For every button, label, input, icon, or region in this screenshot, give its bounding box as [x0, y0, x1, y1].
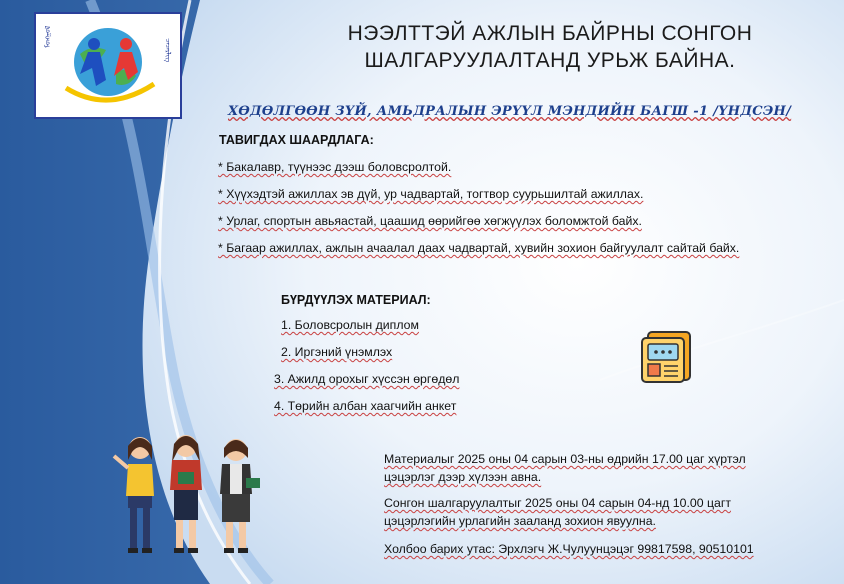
list-item: 1. Боловсролын диплом [281, 318, 419, 332]
announcement-headline [300, 20, 800, 74]
selection-line-2: цэцэрлэгийн урлагийн зааланд зохион явуулна. [384, 514, 656, 528]
logo-icon [36, 14, 180, 117]
deadline-paragraph [384, 450, 824, 486]
list-item: * Хүүхэдтэй ажиллах эв дүй, ур чадвартай, тогтвор суурьшилтай ажиллах. [218, 187, 644, 201]
svg-text:ᠮᠣᠩᠭᠣᠯ: ᠮᠣᠩᠭᠣᠯ [44, 25, 52, 48]
teacher-figure [170, 435, 202, 553]
contact-paragraph [384, 540, 824, 558]
requirements-list [218, 160, 739, 268]
teacher-figure [114, 437, 154, 553]
list-item: * Урлаг, спортын авьяастай, цаашид өөрийгөө хөгжүүлэх боломжтой байх. [218, 214, 642, 228]
contact-line: Холбоо барих утас: Эрхлэгч Ж.Чулуунцэцэг 99817598, 90510101 [384, 542, 754, 556]
list-item: 2. Иргэний үнэмлэх [281, 345, 393, 359]
list-item: 4. Төрийн албан хаагчийн анкет [274, 399, 457, 413]
materials-title: БҮРДҮҮЛЭХ МАТЕРИАЛ: [281, 293, 431, 307]
list-item: * Багаар ажиллах, ажлын ачаалал даах чадвартай, хувийн зохион байгуулалт сайтай байх. [218, 241, 740, 255]
svg-text:ᠴᠡᠴᠡᠷᠯᠢᠭ: ᠴᠡᠴᠡᠷᠯᠢᠭ [164, 38, 172, 63]
materials-list [274, 318, 459, 426]
deadline-line-2: цэцэрлэг дээр хүлээн авна. [384, 470, 542, 484]
deadline-line-1: Материалыг 2025 оны 04 сарын 03-ны өдрийн 17.00 цаг хүртэл [384, 452, 746, 466]
list-item: * Бакалавр, түүнээс дээш боловсролтой. [218, 160, 452, 174]
teacher-figure [220, 439, 260, 553]
position-title: ХӨДӨЛГӨӨН ЗҮЙ, АМЬДРАЛЫН ЭРҮҮЛ МЭНДИЙН БАГШ -1 /ҮНДСЭН/ [228, 104, 792, 119]
headline-line-2: ШАЛГАРУУЛАЛТАНД УРЬЖ БАЙНА. [364, 49, 736, 72]
teachers-illustration [108, 432, 268, 562]
requirements-title: ТАВИГДАХ ШААРДЛАГА: [219, 133, 374, 147]
kindergarten-logo [34, 12, 182, 119]
newspaper-icon [640, 328, 694, 384]
selection-line-1: Сонгон шалгаруулалтыг 2025 оны 04 сарын 04-нд 10.00 цагт [384, 496, 731, 510]
headline-line-1: НЭЭЛТТЭЙ АЖЛЫН БАЙРНЫ СОНГОН [347, 22, 753, 45]
list-item: 3. Ажилд орохыг хүссэн өргөдөл [274, 372, 460, 386]
selection-paragraph [384, 494, 824, 530]
